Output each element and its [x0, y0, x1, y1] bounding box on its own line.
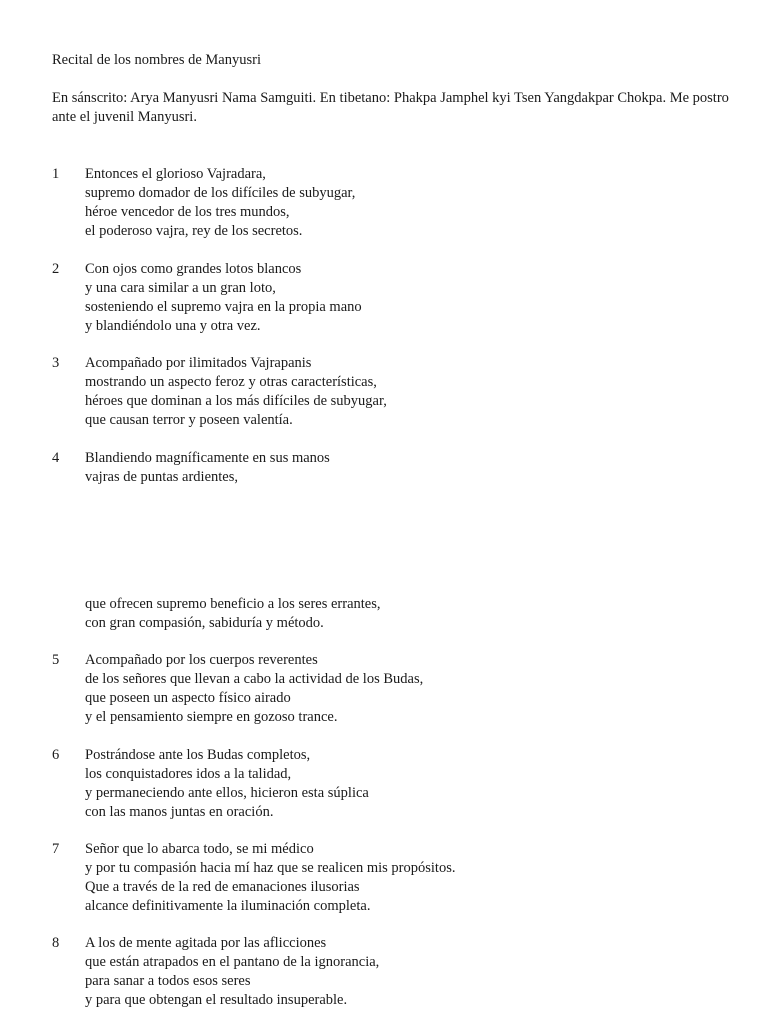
- verse-line: y blandiéndolo una y otra vez.: [85, 318, 261, 334]
- verse-lines: [85, 746, 705, 822]
- verse-line: Que a través de la red de emanaciones ilusorias: [85, 879, 360, 895]
- verse-line: para sanar a todos esos seres: [85, 973, 251, 989]
- verse-line: alcance definitivamente la iluminación completa.: [85, 898, 371, 914]
- verse-line: Postrándose ante los Budas completos,: [85, 747, 311, 763]
- verse-line: héroes que dominan a los más difíciles de subyugar,: [85, 393, 387, 409]
- verse-line: sosteniendo el supremo vajra en la propia mano: [85, 299, 362, 315]
- verse-number: 5: [52, 652, 60, 668]
- verse-line: vajras de puntas ardientes,: [85, 469, 239, 485]
- verse-lines: [85, 449, 705, 487]
- verse-line: Con ojos como grandes lotos blancos: [85, 261, 302, 277]
- verse-line: A los de mente agitada por las aflicciones: [85, 935, 327, 951]
- verse-line: que poseen un aspecto físico airado: [85, 690, 291, 706]
- verse-line: Acompañado por ilimitados Vajrapanis: [85, 355, 312, 371]
- verse-lines: [85, 260, 705, 336]
- verse-line: héroe vencedor de los tres mundos,: [85, 204, 290, 220]
- verse-line: Entonces el glorioso Vajradara,: [85, 166, 266, 182]
- verse-line: y permaneciendo ante ellos, hicieron esta súplica: [85, 785, 369, 801]
- verse-number: 2: [52, 261, 60, 277]
- verse-number: 4: [52, 450, 60, 466]
- verse-line: y el pensamiento siempre en gozoso trance.: [85, 709, 338, 725]
- verse-number: 7: [52, 841, 60, 857]
- verse-line: el poderoso vajra, rey de los secretos.: [85, 223, 303, 239]
- verse-line: los conquistadores idos a la talidad,: [85, 766, 292, 782]
- verse-line: y para que obtengan el resultado insuperable.: [85, 992, 348, 1008]
- verse-line: supremo domador de los difíciles de subyugar,: [85, 185, 356, 201]
- verse-line: y por tu compasión hacia mí haz que se realicen mis propósitos.: [85, 860, 456, 876]
- verse-number: 8: [52, 935, 60, 951]
- verse-line: Acompañado por los cuerpos reverentes: [85, 652, 318, 668]
- intro-paragraph: En sánscrito: Arya Manyusri Nama Samguiti. En tibetano: Phakpa Jamphel kyi Tsen Yangdakpar Chokpa. Me postro ante el juvenil Manyusri.: [52, 90, 729, 125]
- verse-line: con gran compasión, sabiduría y método.: [85, 615, 324, 631]
- verse-number: 6: [52, 747, 60, 763]
- verse-line: mostrando un aspecto feroz y otras características,: [85, 374, 377, 390]
- verse-line: Blandiendo magníficamente en sus manos: [85, 450, 330, 466]
- verse-line: con las manos juntas en oración.: [85, 804, 274, 820]
- verse-line: que causan terror y poseen valentía.: [85, 412, 293, 428]
- verse-lines: [85, 651, 705, 727]
- verse-line: Señor que lo abarca todo, se mi médico: [85, 841, 314, 857]
- verse-lines: [85, 165, 705, 241]
- verse-number: 3: [52, 355, 60, 371]
- verse-number: 1: [52, 166, 60, 182]
- verse-line: que ofrecen supremo beneficio a los seres errantes,: [85, 596, 381, 612]
- verse-lines: [85, 934, 705, 1010]
- document-title: Recital de los nombres de Manyusri: [52, 52, 261, 68]
- verse-lines: [85, 354, 705, 430]
- verse-lines: [85, 840, 705, 916]
- verse-line: que están atrapados en el pantano de la ignorancia,: [85, 954, 380, 970]
- verse-continuation: [85, 595, 705, 633]
- verse-line: de los señores que llevan a cabo la actividad de los Budas,: [85, 671, 424, 687]
- verse-line: y una cara similar a un gran loto,: [85, 280, 276, 296]
